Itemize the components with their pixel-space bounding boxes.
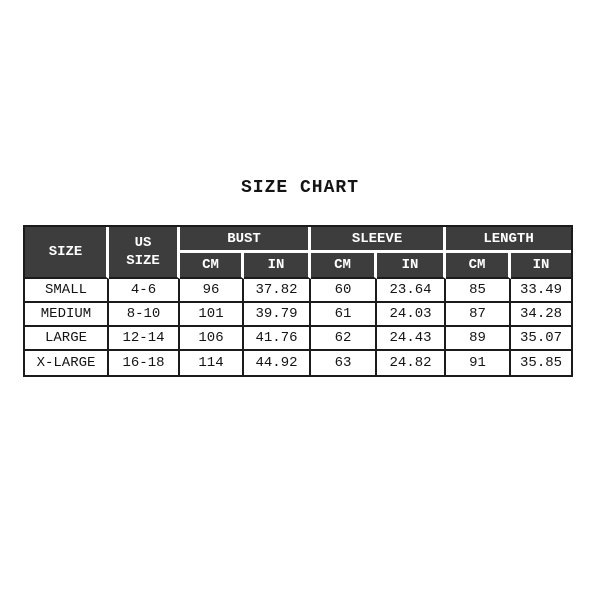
cell-bust-in: 41.76 — [244, 327, 311, 351]
cell-length-in: 33.49 — [511, 279, 571, 303]
cell-length-cm: 85 — [446, 279, 511, 303]
col-header-bust-in: IN — [244, 253, 311, 279]
cell-sleeve-cm: 62 — [311, 327, 377, 351]
page-title: SIZE CHART — [240, 178, 360, 198]
table-row-x-large — [25, 351, 571, 375]
cell-us-size: 12-14 — [109, 327, 180, 351]
col-header-bust-cm: CM — [180, 253, 244, 279]
table-row-small — [25, 279, 571, 303]
cell-bust-cm: 114 — [180, 351, 244, 375]
cell-sleeve-cm: 60 — [311, 279, 377, 303]
cell-us-size: 8-10 — [109, 303, 180, 327]
col-header-us-size — [109, 227, 180, 279]
cell-us-size: 4-6 — [109, 279, 180, 303]
table-row-large — [25, 327, 571, 351]
col-group-length: LENGTH — [446, 227, 571, 253]
cell-length-cm: 87 — [446, 303, 511, 327]
header-row-groups — [25, 227, 571, 253]
cell-length-in: 35.85 — [511, 351, 571, 375]
cell-bust-cm: 96 — [180, 279, 244, 303]
col-group-bust: BUST — [180, 227, 311, 253]
col-header-length-in: IN — [511, 253, 571, 279]
col-header-length-cm: CM — [446, 253, 511, 279]
cell-size: MEDIUM — [25, 303, 109, 327]
cell-size: SMALL — [25, 279, 109, 303]
cell-sleeve-cm: 61 — [311, 303, 377, 327]
cell-size: X-LARGE — [25, 351, 109, 375]
col-header-sleeve-cm: CM — [311, 253, 377, 279]
cell-length-cm: 89 — [446, 327, 511, 351]
cell-length-in: 34.28 — [511, 303, 571, 327]
cell-sleeve-in: 23.64 — [377, 279, 446, 303]
cell-bust-in: 37.82 — [244, 279, 311, 303]
size-chart-table — [23, 225, 573, 377]
cell-length-in: 35.07 — [511, 327, 571, 351]
cell-us-size: 16-18 — [109, 351, 180, 375]
us-size-label-line2: SIZE — [126, 253, 160, 269]
table-row-medium — [25, 303, 571, 327]
col-header-size: SIZE — [25, 227, 109, 279]
col-group-sleeve: SLEEVE — [311, 227, 446, 253]
cell-size: LARGE — [25, 327, 109, 351]
cell-sleeve-in: 24.82 — [377, 351, 446, 375]
cell-bust-in: 39.79 — [244, 303, 311, 327]
col-header-sleeve-in: IN — [377, 253, 446, 279]
cell-bust-cm: 106 — [180, 327, 244, 351]
cell-sleeve-in: 24.43 — [377, 327, 446, 351]
cell-sleeve-in: 24.03 — [377, 303, 446, 327]
cell-bust-in: 44.92 — [244, 351, 311, 375]
cell-sleeve-cm: 63 — [311, 351, 377, 375]
us-size-label-line1: US — [134, 234, 152, 251]
cell-bust-cm: 101 — [180, 303, 244, 327]
cell-length-cm: 91 — [446, 351, 511, 375]
